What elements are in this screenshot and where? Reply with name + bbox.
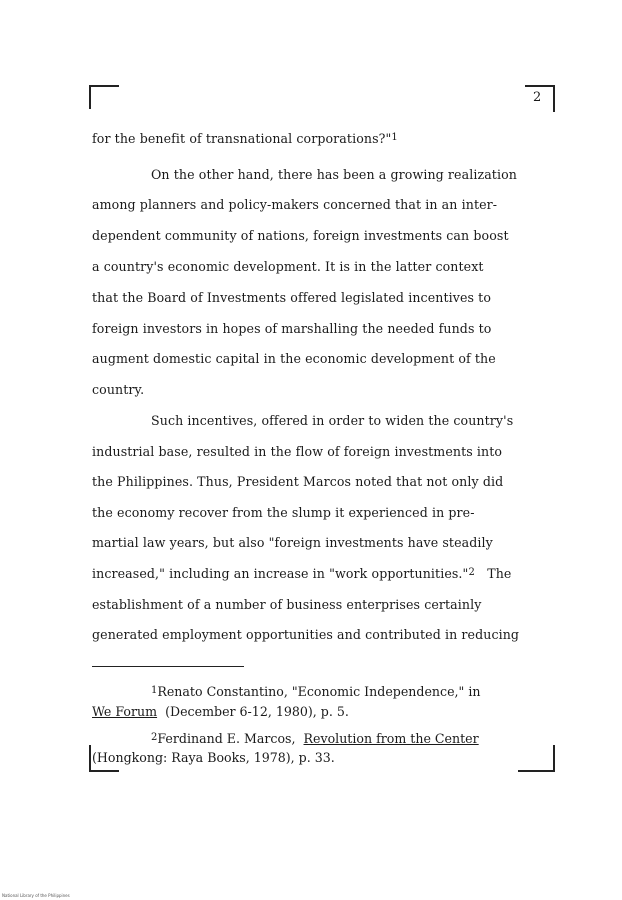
body-line-8: augment domestic capital in the economic development of the [92, 351, 496, 366]
footnote-1-mark: 1 [151, 685, 158, 696]
footnote-1-line-2: We Forum (December 6-12, 1980), p. 5. [92, 704, 349, 719]
body-line-11: industrial base, resulted in the flow of foreign investments into [92, 444, 503, 459]
footnote-ref-2: 2 [468, 567, 475, 578]
body-line-5: a country's economic development. It is in the latter context [92, 259, 484, 274]
body-line-10: Such incentives, offered in order to widen the country's [151, 413, 514, 428]
crop-mark-top-left [89, 85, 119, 109]
page-number: 2 [533, 90, 542, 105]
body-line-3: among planners and policy-makers concerned that in an inter- [92, 197, 498, 212]
footnote-separator [92, 666, 244, 667]
footnote-2-line-1: $^2$Ferdinand E. Marcos, Revolution from the Center [151, 731, 479, 746]
body-line-9: country. [92, 382, 145, 397]
body-line-7: foreign investors in hopes of marshalling the needed funds to [92, 321, 492, 336]
footnote-2-title: Revolution from the Center [303, 731, 479, 746]
body-line-17: generated employment opportunities and contributed in reducing [92, 627, 520, 642]
body-line-12: the Philippines. Thus, President Marcos noted that not only did [92, 474, 504, 489]
footnote-1-source: We Forum [92, 704, 158, 719]
body-line-15: increased," including an increase in "work opportunities."$^2$ The [92, 566, 512, 581]
body-line-14: martial law years, but also "foreign investments have steadily [92, 535, 493, 550]
scan-caption: National Library of the Philippines [2, 893, 70, 898]
footnote-1-line-1: $^1$Renato Constantino, "Economic Independence," in [151, 684, 481, 699]
crop-mark-bottom-right [518, 745, 555, 772]
body-line-2: On the other hand, there has been a growing realization [151, 167, 517, 182]
footnote-ref-1: 1 [391, 132, 398, 143]
body-line-4: dependent community of nations, foreign investments can boost [92, 228, 509, 243]
footnote-2-mark: 2 [151, 732, 158, 743]
body-line-1: for the benefit of transnational corporations?"$^1$ [92, 131, 398, 146]
body-line-16: establishment of a number of business enterprises certainly [92, 597, 482, 612]
body-line-6: that the Board of Investments offered legislated incentives to [92, 290, 492, 305]
body-line-13: the economy recover from the slump it experienced in pre- [92, 505, 475, 520]
footnote-2-line-2: (Hongkong: Raya Books, 1978), p. 33. [92, 750, 335, 765]
